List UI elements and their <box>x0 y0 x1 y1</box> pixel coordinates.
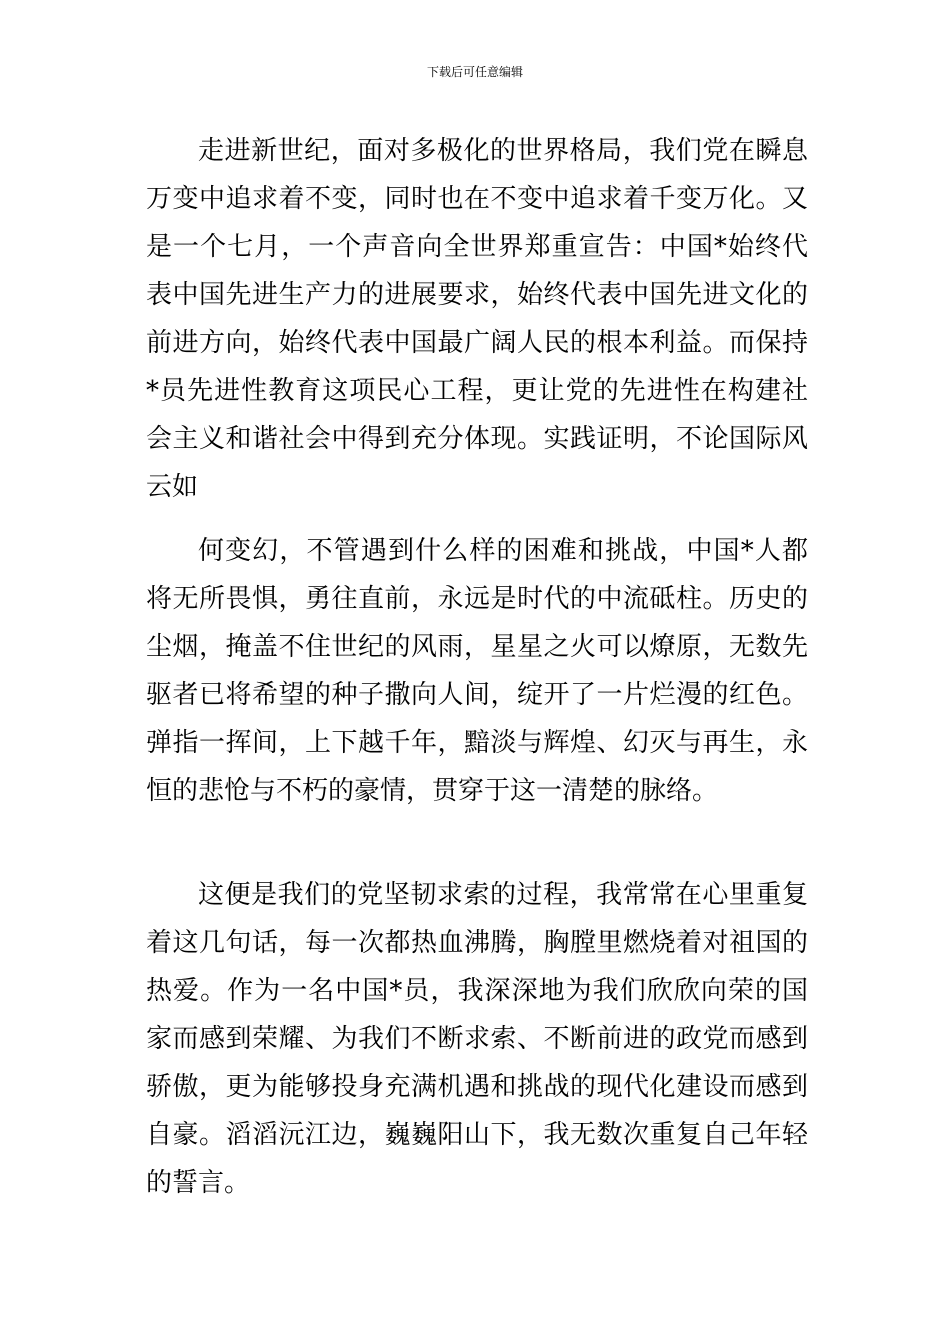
paragraph-block-3 <box>146 871 808 1207</box>
page-header: 下载后可任意编辑 <box>426 65 523 79</box>
paragraph-2: 何变幻，不管遇到什么样的困难和挑战，中国*人都将无所畏惧，勇往直前，永远是时代的中流砥柱。历史的尘烟，掩盖不住世纪的风雨，星星之火可以燎原，无数先驱者已将希望的种子撒向人间，绽开了一片烂漫的红色。弹指一挥间，上下越千年，黯淡与辉煌、幻灭与再生，永恒的悲怆与不朽的豪情，贯穿于这一清楚的脉络。 <box>146 536 808 806</box>
paragraph-3: 这便是我们的党坚韧求索的过程，我常常在心里重复着这几句话，每一次都热血沸腾，胸膛里燃烧着对祖国的热爱。作为一名中国*员，我深深地为我们欣欣向荣的国家而感到荣耀、为我们不断求索、不断前进的政党而感到骄傲，更为能够投身充满机遇和挑战的现代化建设而感到自豪。滔滔沅江边，巍巍阳山下，我无数次重复自己年轻的誓言。 <box>146 880 808 1198</box>
paragraph-1: 走进新世纪，面对多极化的世界格局，我们党在瞬息万变中追求着不变，同时也在不变中追求着千变万化。又是一个七月，一个声音向全世界郑重宣告：中国*始终代表中国先进生产力的进展要求，始终代表中国先进文化的前进方向，始终代表中国最广阔人民的根本利益。而保持*员先进性教育这项民心工程，更让党的先进性在构建社会主义和谐社会中得到充分体现。实践证明，不论国际风云如 <box>146 136 808 502</box>
paragraph-block-2 <box>146 527 808 815</box>
paragraph-block-1 <box>146 127 808 511</box>
